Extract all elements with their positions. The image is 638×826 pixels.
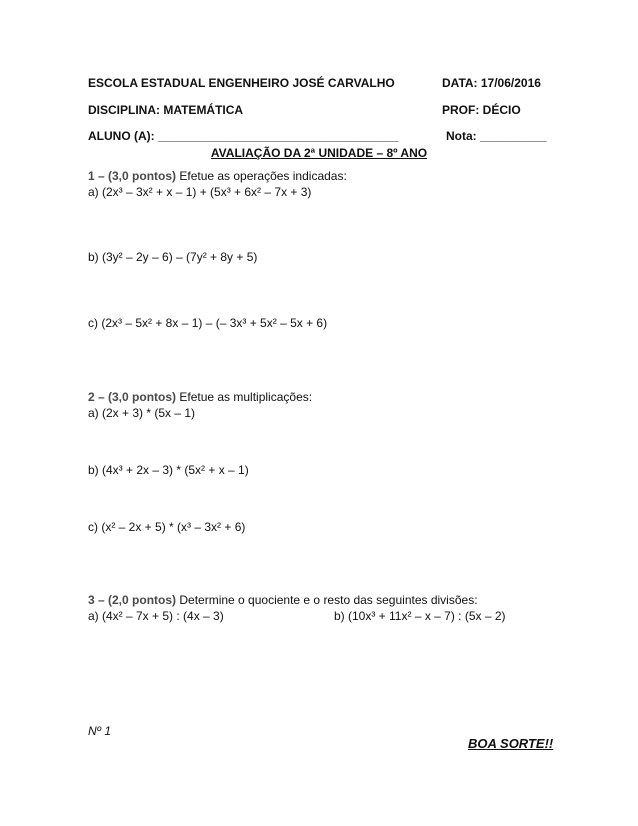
grade-field: Nota: __________ <box>446 129 547 143</box>
question-1-prompt: Efetue as operações indicadas: <box>176 169 347 183</box>
question-2c: c) (x² – 2x + 5) * (x³ – 3x² + 6) <box>88 520 246 534</box>
exam-date: DATA: 17/06/2016 <box>442 76 541 90</box>
good-luck-text: BOA SORTE!! <box>468 736 554 751</box>
question-3-header <box>88 593 478 607</box>
question-3-number: 3 – (2,0 pontos) <box>88 593 177 607</box>
question-2a: a) (2x + 3) * (5x – 1) <box>88 406 196 420</box>
student-field: ALUNO (A): ____________________________________ <box>88 129 399 143</box>
exam-title: AVALIAÇÃO DA 2ª UNIDADE – 8º ANO <box>210 146 428 160</box>
question-3b: b) (10x³ + 11x² – x – 7) : (5x – 2) <box>334 609 506 623</box>
question-1c: c) (2x³ – 5x² + 8x – 1) – (– 3x³ + 5x² – 5x + 6) <box>88 316 328 330</box>
question-2-header <box>88 390 312 404</box>
question-3-prompt: Determine o quociente e o resto das seguintes divisões: <box>176 593 478 607</box>
school-name: ESCOLA ESTADUAL ENGENHEIRO JOSÉ CARVALHO <box>88 76 395 90</box>
exam-number: Nº 1 <box>88 724 112 738</box>
question-1a: a) (2x³ – 3x² + x – 1) + (5x³ + 6x² – 7x + 3) <box>88 185 312 199</box>
question-2-prompt: Efetue as multiplicações: <box>176 390 313 404</box>
question-1-header <box>88 169 347 183</box>
subject-name: DISCIPLINA: MATEMÁTICA <box>88 103 244 117</box>
question-2b: b) (4x³ + 2x – 3) * (5x² + x – 1) <box>88 463 249 477</box>
question-1-number: 1 – (3,0 pontos) <box>88 169 177 183</box>
teacher-name: PROF: DÉCIO <box>442 103 521 117</box>
question-3a: a) (4x² – 7x + 5) : (4x – 3) <box>88 609 224 623</box>
question-1b: b) (3y² – 2y – 6) – (7y² + 8y + 5) <box>88 250 258 264</box>
question-2-number: 2 – (3,0 pontos) <box>88 390 177 404</box>
